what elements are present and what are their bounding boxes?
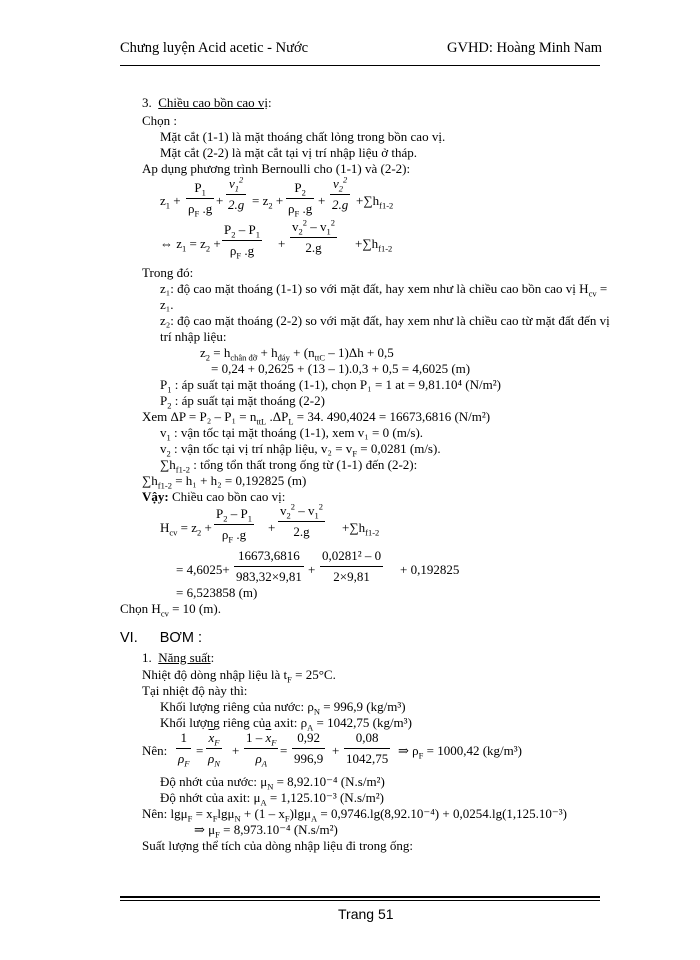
- text-line: Mặt cắt (1-1) là mặt thoáng chất lỏng trong bồn cao vị.: [160, 129, 446, 144]
- text-sumh-value: $\sum h_{f1-2} = h_1 + h_2 = 0,192825$ (m): [142, 473, 307, 491]
- hcv-result: = 6,523858 (m): [176, 585, 258, 600]
- text-chon-hcv: Chọn $H_{cv} = 10$ (m).: [120, 601, 221, 619]
- text-sumh: $\sum h_{f1-2}$ : tổng tổn thất trong ống từ (1-1) đến (2-2):: [160, 457, 418, 475]
- footer-rule: [120, 896, 600, 898]
- text-line: Suất lượng thể tích của dòng nhập liệu đi trong ống:: [142, 838, 413, 853]
- header-right: GVHD: Hoàng Minh Nam: [447, 40, 603, 56]
- text-z1: z₁: độ cao mặt thoáng (1-1) so với mặt đất, hay xem như là chiều cao bồn cao vị $H_{cv}$ =: [160, 281, 608, 299]
- text-mu-mix: ⇒ $\mu_F = 8,973.10^{-4}$ (N.s/m²): [194, 822, 338, 840]
- text-line: Ap dụng phương trình Bernoulli cho (1-1) và (2-2):: [142, 161, 411, 176]
- header-rule: [120, 65, 600, 66]
- equation-z2-value: = 0,24 + 0,2625 + (13 – 1).0,3 + 0,5 = 4,6025 (m): [211, 361, 471, 376]
- text-z2: z₂: độ cao mặt thoáng (2-2) so với mặt đất, hay xem như là chiều cao từ mặt đất đến vị: [160, 313, 610, 328]
- text-conclusion: Vậy: Chiều cao bồn cao vị:: [142, 489, 286, 504]
- text-line: Mặt cắt (2-2) là mặt cắt tại vị trí nhập liệu ở tháp.: [160, 145, 418, 160]
- text-rho-acid: Khối lượng riêng của axit: $\rho_A = 1042,75$ (kg/m³): [160, 715, 412, 733]
- page-number: Trang 51: [338, 906, 394, 922]
- text-rho-water: Khối lượng riêng của nước: $\rho_N = 996,9$ (kg/m³): [160, 699, 406, 717]
- text-mu-acid: Độ nhớt của axit: $\mu_A = 1,125.10^{-3}$ (N.s/m²): [160, 790, 384, 808]
- text-v1: $v_1$ : vận tốc tại mặt thoáng (1-1), xem v₁ = 0 (m/s).: [160, 425, 424, 443]
- section-3-heading: 3. Chiều cao bồn cao vị:: [142, 95, 272, 110]
- text-deltap: Xem $\Delta P = P_2 - P_1 = n_{ttL}$ $.\Delta P_L = 34$. 490,4024 = 16673,6816 (N/m²): [142, 409, 491, 427]
- text-lg-mu: Nên: $\lg\mu_F = x_F\lg\mu_N + (1 - x_F)\lg\mu_A = 0,9746.\lg(8,92.10^{-4}) + 0,0254.\lg(1,125.10^{-3})$: [142, 806, 567, 824]
- footer-rule-thin: [120, 900, 600, 901]
- subsection-1-heading: 1. Năng suất:: [142, 650, 215, 665]
- text-z1-cont: z₁.: [160, 297, 174, 312]
- header-left: Chưng luyện Acid acetic - Nước: [120, 40, 309, 56]
- text-p2: $P_2$ : áp suất tại mặt thoáng (2-2): [160, 393, 325, 411]
- text-v2: $v_2$ : vận tốc tại vị trí nhập liệu, $v_2 = v_F = 0,0281$ (m/s).: [160, 441, 441, 459]
- equation-z2: $z_2 = h_{chân đỡ} + h_{đáy} + (n_{ttC} - 1)\Delta h + 0,5$: [200, 345, 394, 363]
- text-z2-cont: trí nhập liệu:: [160, 329, 227, 344]
- text-trongdo: Trong đó:: [142, 265, 194, 280]
- text-line: Tại nhiệt độ này thì:: [142, 683, 248, 698]
- section-6-heading: VI. BƠM :: [120, 630, 202, 646]
- text-p1: $P_1$ : áp suất tại mặt thoáng (1-1), chọn P₁ = 1 at = 9,81.10⁴ (N/m²): [160, 377, 501, 395]
- text-mu-water: Độ nhớt của nước: $\mu_N = 8,92.10^{-4}$ (N.s/m²): [160, 774, 385, 792]
- text-chon: Chọn :: [142, 113, 178, 128]
- text-temp: Nhiệt độ dòng nhập liệu là $t_F = 25^\circ C$.: [142, 667, 336, 685]
